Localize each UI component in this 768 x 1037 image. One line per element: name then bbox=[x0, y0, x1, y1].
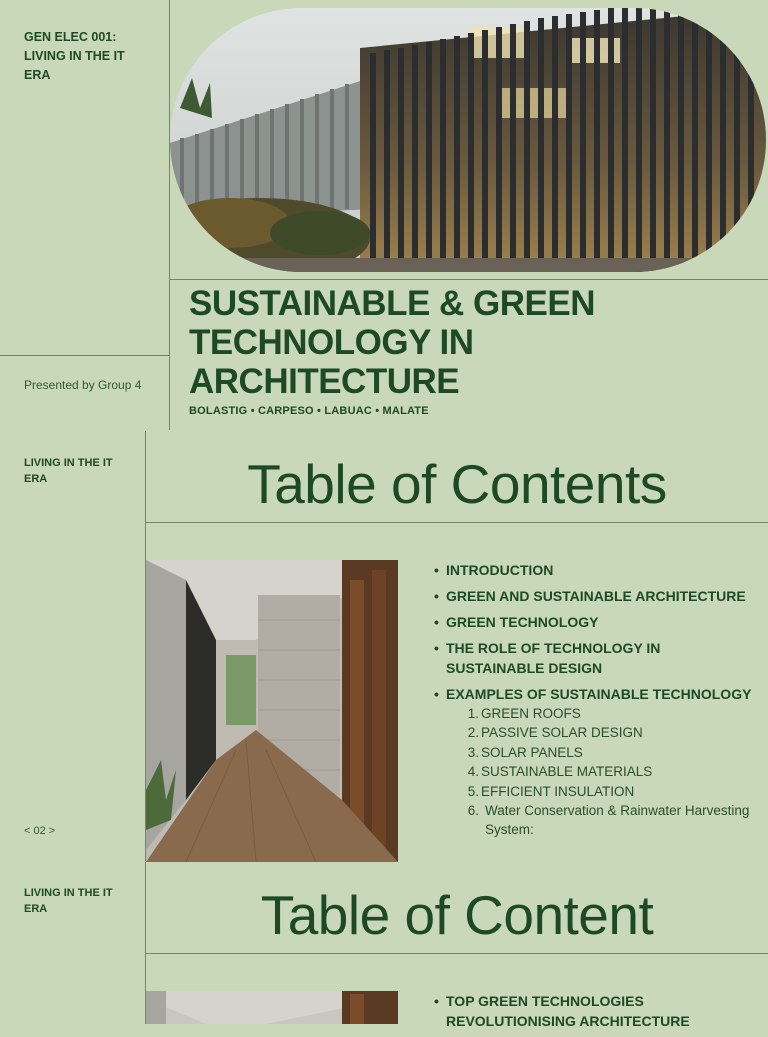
divider-horizontal bbox=[170, 279, 768, 280]
course-title: GEN ELEC 001: LIVING IN THE IT ERA bbox=[24, 30, 125, 82]
sub-item: 6. Water Conservation & Rainwater Harvesting System: bbox=[467, 803, 750, 838]
toc-item-label: EXAMPLES OF SUSTAINABLE TECHNOLOGY bbox=[446, 686, 752, 702]
toc-item: • TOP GREEN TECHNOLOGIES REVOLUTIONISING ARCHITECTURE bbox=[432, 991, 762, 1031]
sub-item: 4. SUSTAINABLE MATERIALS bbox=[467, 764, 653, 780]
sub-item: 5. EFFICIENT INSULATION bbox=[467, 783, 635, 799]
divider-horizontal bbox=[146, 953, 768, 954]
sub-item: 2. PASSIVE SOLAR DESIGN bbox=[467, 725, 643, 741]
divider-horizontal bbox=[146, 522, 768, 523]
corridor-image bbox=[146, 560, 398, 862]
toc-item: • GREEN AND SUSTAINABLE ARCHITECTURE bbox=[432, 586, 762, 606]
presented-by: Presented by Group 4 bbox=[24, 378, 142, 392]
toc-item: • THE ROLE OF TECHNOLOGY IN SUSTAINABLE DESIGN bbox=[432, 638, 762, 678]
toc-list bbox=[432, 991, 762, 1037]
page-number: < 02 > bbox=[24, 825, 56, 837]
toc-item: • GREEN TECHNOLOGY bbox=[432, 612, 762, 632]
toc-item-examples bbox=[432, 684, 762, 840]
presentation-title: SUSTAINABLE & GREEN TECHNOLOGY IN ARCHITECTURE bbox=[189, 284, 595, 401]
toc-title: Table of Content bbox=[260, 884, 654, 946]
sub-list bbox=[446, 704, 762, 840]
group-members: BOLASTIG • CARPESO • LABUAC • MALATE bbox=[189, 405, 429, 417]
divider-horizontal bbox=[0, 355, 169, 356]
toc-item: • INTRODUCTION bbox=[432, 560, 762, 580]
corridor-image bbox=[146, 991, 398, 1024]
divider-vertical bbox=[169, 0, 170, 430]
toc-list bbox=[432, 560, 762, 846]
slide-header: LIVING IN THE IT ERA bbox=[24, 887, 113, 915]
toc-title: Table of Contents bbox=[247, 453, 667, 515]
hero-building-image bbox=[170, 8, 766, 272]
sub-item: 3. SOLAR PANELS bbox=[467, 744, 583, 760]
slide-header: LIVING IN THE IT ERA bbox=[24, 457, 113, 485]
sub-item: 1. GREEN ROOFS bbox=[467, 706, 581, 721]
